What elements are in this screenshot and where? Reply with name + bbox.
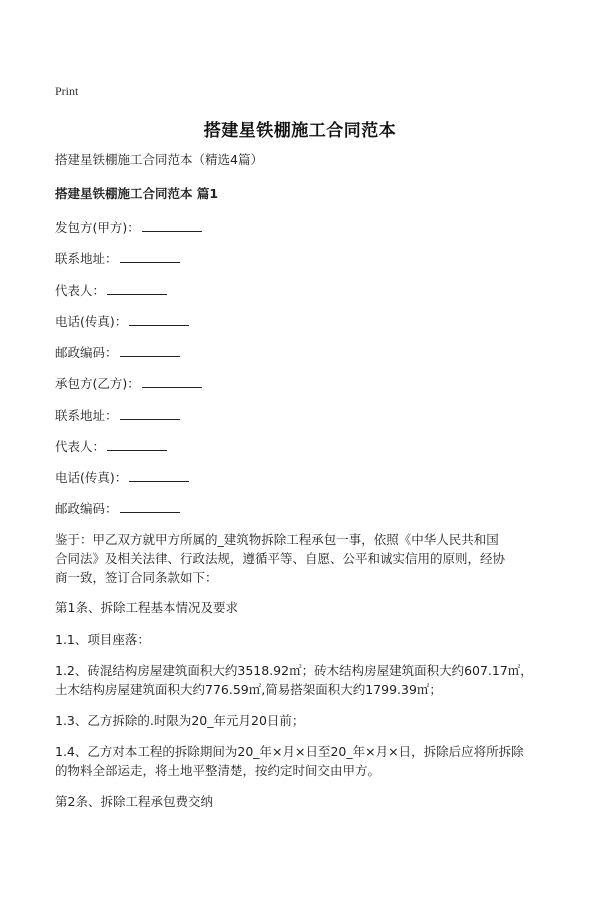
field-label: 联系地址： bbox=[55, 408, 118, 423]
clause-1-4-line-2: 的物料全部运走，将土地平整清楚，按约定时间交由甲方。 bbox=[55, 763, 381, 778]
fill-blank bbox=[129, 469, 189, 482]
field-representative-a bbox=[55, 281, 167, 301]
clause-1-1: 1.1、项目座落： bbox=[55, 632, 150, 647]
fill-blank bbox=[120, 344, 180, 357]
field-phone-a bbox=[55, 312, 189, 332]
field-postcode-a bbox=[55, 343, 180, 363]
fill-blank bbox=[129, 313, 189, 326]
field-label: 邮政编码： bbox=[55, 501, 118, 516]
field-label: 发包方(甲方)： bbox=[55, 220, 140, 235]
fill-blank bbox=[120, 407, 180, 420]
fill-blank bbox=[142, 375, 202, 388]
field-label: 邮政编码： bbox=[55, 345, 118, 360]
clause-1-3: 1.3、乙方拆除的.时限为20_年元月20日前； bbox=[55, 713, 305, 728]
fill-blank bbox=[120, 500, 180, 513]
field-label: 联系地址： bbox=[55, 251, 118, 266]
field-postcode-b bbox=[55, 499, 180, 519]
document-title: 搭建星铁棚施工合同范本 bbox=[203, 121, 397, 141]
intro-line-2: 合同法》及相关法律、行政法规，遵循平等、自愿、公平和诚实信用的原则，经协 bbox=[55, 551, 506, 566]
clause-1-4-line-1: 1.4、乙方对本工程的拆除期间为20_年×月×日至20_年×月×日，拆除后应将所拆除 bbox=[55, 744, 524, 759]
field-label: 电话(传真)： bbox=[55, 470, 128, 485]
clause-1-2-line-1: 1.2、砖混结构房屋建筑面积大约3518.92㎡；砖木结构房屋建筑面积大约607.17㎡， bbox=[55, 663, 533, 678]
article-2-heading: 第2条、拆除工程承包费交纳 bbox=[55, 794, 213, 809]
field-label: 电话(传真)： bbox=[55, 314, 128, 329]
fill-blank bbox=[107, 282, 167, 295]
intro-line-3: 商一致，签订合同条款如下： bbox=[55, 570, 218, 585]
fill-blank bbox=[120, 250, 180, 263]
field-address-b bbox=[55, 406, 180, 426]
field-label: 代表人： bbox=[55, 439, 106, 454]
fill-blank bbox=[142, 219, 202, 232]
field-representative-b bbox=[55, 437, 167, 457]
section-heading: 搭建星铁棚施工合同范本 篇1 bbox=[55, 186, 219, 201]
print-label[interactable]: Print bbox=[55, 84, 79, 98]
field-party-a bbox=[55, 218, 202, 238]
intro-line-1: 鉴于：甲乙双方就甲方所属的_建筑物拆除工程承包一事，依照《中华人民共和国 bbox=[55, 532, 499, 547]
field-label: 代表人： bbox=[55, 283, 106, 298]
field-address-a bbox=[55, 249, 180, 269]
field-phone-b bbox=[55, 468, 189, 488]
document-subtitle: 搭建星铁棚施工合同范本（精选4篇） bbox=[55, 152, 263, 167]
clause-1-2-line-2: 土木结构房屋建筑面积大约776.59㎡,简易搭架面积大约1799.39㎡； bbox=[55, 682, 442, 697]
field-label: 承包方(乙方)： bbox=[55, 376, 140, 391]
article-1-heading: 第1条、拆除工程基本情况及要求 bbox=[55, 600, 238, 615]
field-party-b bbox=[55, 374, 202, 394]
fill-blank bbox=[107, 438, 167, 451]
